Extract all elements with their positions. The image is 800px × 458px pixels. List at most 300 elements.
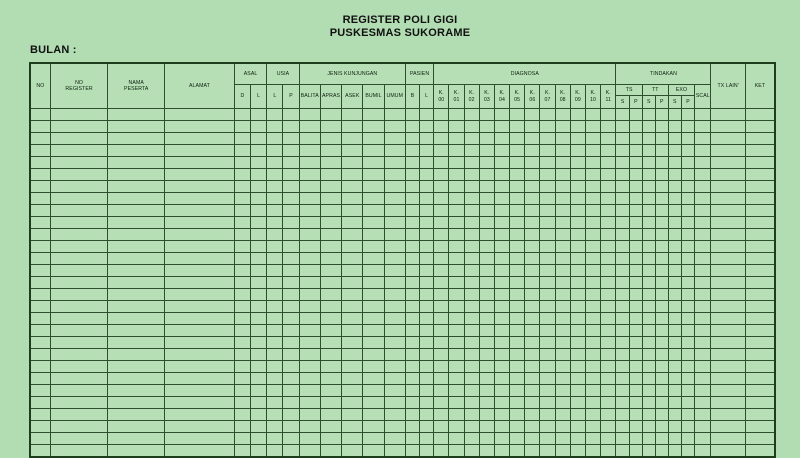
cell-no[interactable]	[30, 397, 50, 409]
cell-no[interactable]	[30, 409, 50, 421]
cell-tt-p[interactable]	[655, 349, 668, 361]
cell-k04[interactable]	[494, 385, 509, 397]
cell-k01[interactable]	[449, 301, 464, 313]
cell-k06[interactable]	[525, 349, 540, 361]
cell-ts-s[interactable]	[616, 181, 629, 193]
cell-tt-p[interactable]	[655, 229, 668, 241]
cell-alamat[interactable]	[165, 313, 235, 325]
cell-tt-s[interactable]	[642, 133, 655, 145]
cell-tt-s[interactable]	[642, 169, 655, 181]
cell-ket[interactable]	[745, 265, 775, 277]
cell-k05[interactable]	[510, 433, 525, 445]
cell-k00[interactable]	[434, 229, 449, 241]
cell-jk-umum[interactable]	[384, 253, 405, 265]
cell-ts-s[interactable]	[616, 337, 629, 349]
cell-k04[interactable]	[494, 145, 509, 157]
cell-exo-s[interactable]	[668, 397, 681, 409]
cell-k07[interactable]	[540, 157, 555, 169]
cell-k01[interactable]	[449, 229, 464, 241]
cell-exo-s[interactable]	[668, 217, 681, 229]
cell-no[interactable]	[30, 421, 50, 433]
cell-k00[interactable]	[434, 121, 449, 133]
cell-exo-s[interactable]	[668, 169, 681, 181]
cell-k01[interactable]	[449, 409, 464, 421]
cell-jk-umum[interactable]	[384, 133, 405, 145]
cell-k01[interactable]	[449, 265, 464, 277]
cell-k08[interactable]	[555, 229, 570, 241]
cell-asal-d[interactable]	[234, 277, 250, 289]
cell-k10[interactable]	[585, 109, 600, 121]
cell-k04[interactable]	[494, 169, 509, 181]
cell-jk-apras[interactable]	[320, 289, 341, 301]
cell-scal[interactable]	[695, 277, 711, 289]
cell-k08[interactable]	[555, 301, 570, 313]
cell-ts-p[interactable]	[629, 169, 642, 181]
cell-jk-umum[interactable]	[384, 277, 405, 289]
cell-usia-p[interactable]	[283, 325, 299, 337]
cell-k09[interactable]	[570, 361, 585, 373]
cell-k08[interactable]	[555, 277, 570, 289]
cell-asal-l[interactable]	[251, 337, 267, 349]
cell-tx-lain[interactable]	[711, 409, 745, 421]
cell-jk-apras[interactable]	[320, 325, 341, 337]
cell-k09[interactable]	[570, 205, 585, 217]
cell-jk-balita[interactable]	[299, 361, 320, 373]
cell-asal-l[interactable]	[251, 241, 267, 253]
cell-ts-p[interactable]	[629, 373, 642, 385]
cell-exo-s[interactable]	[668, 409, 681, 421]
cell-no-register[interactable]	[50, 205, 108, 217]
cell-ts-s[interactable]	[616, 313, 629, 325]
cell-alamat[interactable]	[165, 373, 235, 385]
cell-exo-p[interactable]	[682, 397, 695, 409]
table-row[interactable]	[30, 253, 775, 265]
cell-ts-p[interactable]	[629, 265, 642, 277]
cell-k00[interactable]	[434, 109, 449, 121]
cell-exo-p[interactable]	[682, 289, 695, 301]
cell-ket[interactable]	[745, 349, 775, 361]
cell-pasien-l[interactable]	[420, 289, 434, 301]
cell-jk-balita[interactable]	[299, 337, 320, 349]
cell-pasien-b[interactable]	[405, 121, 419, 133]
cell-jk-umum[interactable]	[384, 193, 405, 205]
cell-k07[interactable]	[540, 409, 555, 421]
cell-k06[interactable]	[525, 337, 540, 349]
cell-k09[interactable]	[570, 373, 585, 385]
cell-k04[interactable]	[494, 241, 509, 253]
cell-tt-p[interactable]	[655, 169, 668, 181]
table-row[interactable]	[30, 181, 775, 193]
cell-exo-s[interactable]	[668, 421, 681, 433]
cell-asal-l[interactable]	[251, 397, 267, 409]
cell-tx-lain[interactable]	[711, 325, 745, 337]
cell-jk-bumil[interactable]	[363, 409, 384, 421]
cell-tt-s[interactable]	[642, 373, 655, 385]
cell-k06[interactable]	[525, 133, 540, 145]
cell-scal[interactable]	[695, 349, 711, 361]
cell-k09[interactable]	[570, 157, 585, 169]
cell-k04[interactable]	[494, 373, 509, 385]
cell-k06[interactable]	[525, 157, 540, 169]
cell-jk-balita[interactable]	[299, 385, 320, 397]
cell-asal-l[interactable]	[251, 385, 267, 397]
cell-ts-p[interactable]	[629, 181, 642, 193]
cell-alamat[interactable]	[165, 289, 235, 301]
cell-k05[interactable]	[510, 373, 525, 385]
cell-exo-p[interactable]	[682, 277, 695, 289]
cell-scal[interactable]	[695, 361, 711, 373]
cell-tt-p[interactable]	[655, 145, 668, 157]
cell-asal-l[interactable]	[251, 193, 267, 205]
cell-alamat[interactable]	[165, 301, 235, 313]
cell-no[interactable]	[30, 325, 50, 337]
cell-pasien-l[interactable]	[420, 121, 434, 133]
cell-tt-s[interactable]	[642, 325, 655, 337]
cell-k02[interactable]	[464, 421, 479, 433]
cell-jk-asek[interactable]	[342, 337, 363, 349]
cell-usia-p[interactable]	[283, 181, 299, 193]
cell-k01[interactable]	[449, 205, 464, 217]
cell-k01[interactable]	[449, 121, 464, 133]
cell-usia-l[interactable]	[267, 433, 283, 445]
cell-tt-p[interactable]	[655, 193, 668, 205]
cell-k11[interactable]	[601, 421, 616, 433]
cell-exo-p[interactable]	[682, 373, 695, 385]
cell-asal-d[interactable]	[234, 361, 250, 373]
cell-asal-l[interactable]	[251, 145, 267, 157]
cell-no[interactable]	[30, 109, 50, 121]
cell-k11[interactable]	[601, 397, 616, 409]
cell-ts-p[interactable]	[629, 145, 642, 157]
cell-tx-lain[interactable]	[711, 253, 745, 265]
cell-jk-bumil[interactable]	[363, 301, 384, 313]
cell-k08[interactable]	[555, 133, 570, 145]
cell-tt-p[interactable]	[655, 337, 668, 349]
cell-ts-s[interactable]	[616, 301, 629, 313]
cell-jk-apras[interactable]	[320, 157, 341, 169]
cell-usia-l[interactable]	[267, 385, 283, 397]
cell-k07[interactable]	[540, 301, 555, 313]
cell-tx-lain[interactable]	[711, 181, 745, 193]
cell-k00[interactable]	[434, 373, 449, 385]
cell-k10[interactable]	[585, 133, 600, 145]
cell-exo-p[interactable]	[682, 121, 695, 133]
cell-no[interactable]	[30, 349, 50, 361]
cell-k08[interactable]	[555, 181, 570, 193]
cell-k08[interactable]	[555, 289, 570, 301]
cell-tx-lain[interactable]	[711, 193, 745, 205]
cell-tx-lain[interactable]	[711, 205, 745, 217]
cell-k11[interactable]	[601, 241, 616, 253]
cell-tt-p[interactable]	[655, 205, 668, 217]
cell-usia-l[interactable]	[267, 205, 283, 217]
cell-exo-s[interactable]	[668, 289, 681, 301]
cell-jk-umum[interactable]	[384, 409, 405, 421]
cell-tx-lain[interactable]	[711, 337, 745, 349]
cell-k04[interactable]	[494, 409, 509, 421]
cell-k11[interactable]	[601, 337, 616, 349]
cell-usia-p[interactable]	[283, 241, 299, 253]
cell-pasien-l[interactable]	[420, 265, 434, 277]
cell-tt-s[interactable]	[642, 277, 655, 289]
table-row[interactable]	[30, 325, 775, 337]
cell-k10[interactable]	[585, 217, 600, 229]
cell-jk-umum[interactable]	[384, 265, 405, 277]
cell-k02[interactable]	[464, 277, 479, 289]
cell-jk-balita[interactable]	[299, 145, 320, 157]
cell-jk-asek[interactable]	[342, 433, 363, 445]
cell-k04[interactable]	[494, 361, 509, 373]
cell-tt-s[interactable]	[642, 289, 655, 301]
cell-k09[interactable]	[570, 313, 585, 325]
cell-ts-s[interactable]	[616, 277, 629, 289]
cell-asal-d[interactable]	[234, 433, 250, 445]
cell-jk-apras[interactable]	[320, 217, 341, 229]
cell-ket[interactable]	[745, 433, 775, 445]
cell-k08[interactable]	[555, 421, 570, 433]
table-row[interactable]	[30, 133, 775, 145]
cell-tt-s[interactable]	[642, 337, 655, 349]
cell-ts-p[interactable]	[629, 301, 642, 313]
cell-k08[interactable]	[555, 373, 570, 385]
cell-exo-s[interactable]	[668, 109, 681, 121]
cell-exo-s[interactable]	[668, 181, 681, 193]
cell-k02[interactable]	[464, 385, 479, 397]
cell-asal-d[interactable]	[234, 373, 250, 385]
cell-usia-l[interactable]	[267, 301, 283, 313]
cell-tt-p[interactable]	[655, 181, 668, 193]
cell-k07[interactable]	[540, 313, 555, 325]
cell-tt-p[interactable]	[655, 157, 668, 169]
cell-exo-s[interactable]	[668, 121, 681, 133]
cell-ts-s[interactable]	[616, 109, 629, 121]
cell-k05[interactable]	[510, 217, 525, 229]
cell-k10[interactable]	[585, 241, 600, 253]
cell-scal[interactable]	[695, 229, 711, 241]
cell-k07[interactable]	[540, 433, 555, 445]
cell-k05[interactable]	[510, 241, 525, 253]
cell-asal-l[interactable]	[251, 205, 267, 217]
cell-asal-d[interactable]	[234, 385, 250, 397]
cell-tx-lain[interactable]	[711, 241, 745, 253]
cell-asal-l[interactable]	[251, 181, 267, 193]
cell-k08[interactable]	[555, 325, 570, 337]
cell-k09[interactable]	[570, 193, 585, 205]
cell-k08[interactable]	[555, 265, 570, 277]
cell-k10[interactable]	[585, 253, 600, 265]
cell-k03[interactable]	[479, 169, 494, 181]
cell-usia-p[interactable]	[283, 385, 299, 397]
cell-jk-asek[interactable]	[342, 121, 363, 133]
cell-k00[interactable]	[434, 325, 449, 337]
cell-usia-p[interactable]	[283, 265, 299, 277]
cell-k05[interactable]	[510, 193, 525, 205]
cell-nama-peserta[interactable]	[108, 229, 165, 241]
cell-tt-p[interactable]	[655, 289, 668, 301]
cell-usia-p[interactable]	[283, 205, 299, 217]
cell-asal-l[interactable]	[251, 409, 267, 421]
cell-k03[interactable]	[479, 337, 494, 349]
cell-jk-asek[interactable]	[342, 133, 363, 145]
cell-ket[interactable]	[745, 301, 775, 313]
cell-k00[interactable]	[434, 157, 449, 169]
cell-tx-lain[interactable]	[711, 373, 745, 385]
cell-asal-d[interactable]	[234, 421, 250, 433]
cell-pasien-l[interactable]	[420, 385, 434, 397]
cell-jk-umum[interactable]	[384, 433, 405, 445]
cell-k07[interactable]	[540, 181, 555, 193]
cell-exo-s[interactable]	[668, 133, 681, 145]
cell-alamat[interactable]	[165, 121, 235, 133]
cell-jk-balita[interactable]	[299, 433, 320, 445]
cell-k05[interactable]	[510, 361, 525, 373]
cell-ket[interactable]	[745, 145, 775, 157]
cell-asal-l[interactable]	[251, 313, 267, 325]
cell-k00[interactable]	[434, 253, 449, 265]
cell-alamat[interactable]	[165, 397, 235, 409]
cell-k09[interactable]	[570, 109, 585, 121]
cell-k10[interactable]	[585, 181, 600, 193]
cell-tt-s[interactable]	[642, 157, 655, 169]
cell-k00[interactable]	[434, 349, 449, 361]
cell-k10[interactable]	[585, 121, 600, 133]
cell-tt-s[interactable]	[642, 409, 655, 421]
cell-usia-l[interactable]	[267, 169, 283, 181]
cell-k01[interactable]	[449, 253, 464, 265]
cell-tt-s[interactable]	[642, 265, 655, 277]
cell-alamat[interactable]	[165, 325, 235, 337]
cell-k06[interactable]	[525, 397, 540, 409]
cell-pasien-l[interactable]	[420, 397, 434, 409]
table-row[interactable]	[30, 385, 775, 397]
cell-pasien-b[interactable]	[405, 373, 419, 385]
cell-usia-l[interactable]	[267, 373, 283, 385]
cell-k09[interactable]	[570, 397, 585, 409]
cell-k07[interactable]	[540, 133, 555, 145]
cell-k10[interactable]	[585, 409, 600, 421]
cell-k02[interactable]	[464, 253, 479, 265]
cell-asal-d[interactable]	[234, 397, 250, 409]
cell-k04[interactable]	[494, 277, 509, 289]
cell-jk-apras[interactable]	[320, 361, 341, 373]
cell-ts-p[interactable]	[629, 157, 642, 169]
cell-k07[interactable]	[540, 229, 555, 241]
cell-ts-p[interactable]	[629, 277, 642, 289]
cell-k07[interactable]	[540, 193, 555, 205]
cell-k01[interactable]	[449, 289, 464, 301]
cell-asal-d[interactable]	[234, 133, 250, 145]
cell-jk-asek[interactable]	[342, 157, 363, 169]
cell-ket[interactable]	[745, 337, 775, 349]
cell-tx-lain[interactable]	[711, 397, 745, 409]
cell-k08[interactable]	[555, 385, 570, 397]
cell-exo-p[interactable]	[682, 109, 695, 121]
cell-tx-lain[interactable]	[711, 289, 745, 301]
cell-k09[interactable]	[570, 241, 585, 253]
cell-no-register[interactable]	[50, 133, 108, 145]
cell-jk-bumil[interactable]	[363, 109, 384, 121]
cell-k07[interactable]	[540, 253, 555, 265]
cell-usia-l[interactable]	[267, 265, 283, 277]
cell-scal[interactable]	[695, 325, 711, 337]
cell-nama-peserta[interactable]	[108, 325, 165, 337]
cell-tx-lain[interactable]	[711, 349, 745, 361]
cell-no-register[interactable]	[50, 241, 108, 253]
cell-pasien-l[interactable]	[420, 349, 434, 361]
cell-usia-p[interactable]	[283, 373, 299, 385]
cell-k01[interactable]	[449, 277, 464, 289]
cell-usia-l[interactable]	[267, 313, 283, 325]
cell-pasien-l[interactable]	[420, 433, 434, 445]
cell-jk-balita[interactable]	[299, 409, 320, 421]
cell-tt-s[interactable]	[642, 145, 655, 157]
cell-k04[interactable]	[494, 397, 509, 409]
cell-ts-s[interactable]	[616, 157, 629, 169]
cell-ts-s[interactable]	[616, 421, 629, 433]
cell-no-register[interactable]	[50, 397, 108, 409]
cell-nama-peserta[interactable]	[108, 169, 165, 181]
cell-pasien-l[interactable]	[420, 373, 434, 385]
cell-asal-d[interactable]	[234, 181, 250, 193]
cell-k11[interactable]	[601, 277, 616, 289]
cell-asal-d[interactable]	[234, 325, 250, 337]
cell-k02[interactable]	[464, 145, 479, 157]
cell-alamat[interactable]	[165, 217, 235, 229]
cell-jk-bumil[interactable]	[363, 133, 384, 145]
cell-ket[interactable]	[745, 253, 775, 265]
cell-pasien-l[interactable]	[420, 181, 434, 193]
cell-jk-asek[interactable]	[342, 289, 363, 301]
cell-nama-peserta[interactable]	[108, 241, 165, 253]
cell-alamat[interactable]	[165, 145, 235, 157]
cell-jk-asek[interactable]	[342, 409, 363, 421]
cell-jk-asek[interactable]	[342, 193, 363, 205]
cell-tt-p[interactable]	[655, 109, 668, 121]
cell-usia-l[interactable]	[267, 325, 283, 337]
cell-k08[interactable]	[555, 253, 570, 265]
cell-jk-bumil[interactable]	[363, 157, 384, 169]
cell-pasien-l[interactable]	[420, 253, 434, 265]
cell-k11[interactable]	[601, 205, 616, 217]
cell-k10[interactable]	[585, 385, 600, 397]
cell-no-register[interactable]	[50, 421, 108, 433]
cell-jk-asek[interactable]	[342, 241, 363, 253]
cell-tt-p[interactable]	[655, 385, 668, 397]
cell-alamat[interactable]	[165, 277, 235, 289]
cell-nama-peserta[interactable]	[108, 157, 165, 169]
cell-pasien-b[interactable]	[405, 433, 419, 445]
cell-usia-l[interactable]	[267, 397, 283, 409]
cell-asal-l[interactable]	[251, 301, 267, 313]
cell-usia-p[interactable]	[283, 337, 299, 349]
cell-asal-l[interactable]	[251, 109, 267, 121]
cell-k10[interactable]	[585, 313, 600, 325]
cell-k04[interactable]	[494, 121, 509, 133]
cell-asal-l[interactable]	[251, 169, 267, 181]
cell-usia-l[interactable]	[267, 193, 283, 205]
cell-asal-d[interactable]	[234, 145, 250, 157]
cell-jk-umum[interactable]	[384, 145, 405, 157]
cell-k07[interactable]	[540, 169, 555, 181]
cell-k01[interactable]	[449, 373, 464, 385]
cell-k01[interactable]	[449, 433, 464, 445]
cell-k03[interactable]	[479, 385, 494, 397]
cell-tx-lain[interactable]	[711, 145, 745, 157]
cell-jk-bumil[interactable]	[363, 277, 384, 289]
cell-tx-lain[interactable]	[711, 265, 745, 277]
cell-jk-bumil[interactable]	[363, 397, 384, 409]
cell-jk-umum[interactable]	[384, 157, 405, 169]
